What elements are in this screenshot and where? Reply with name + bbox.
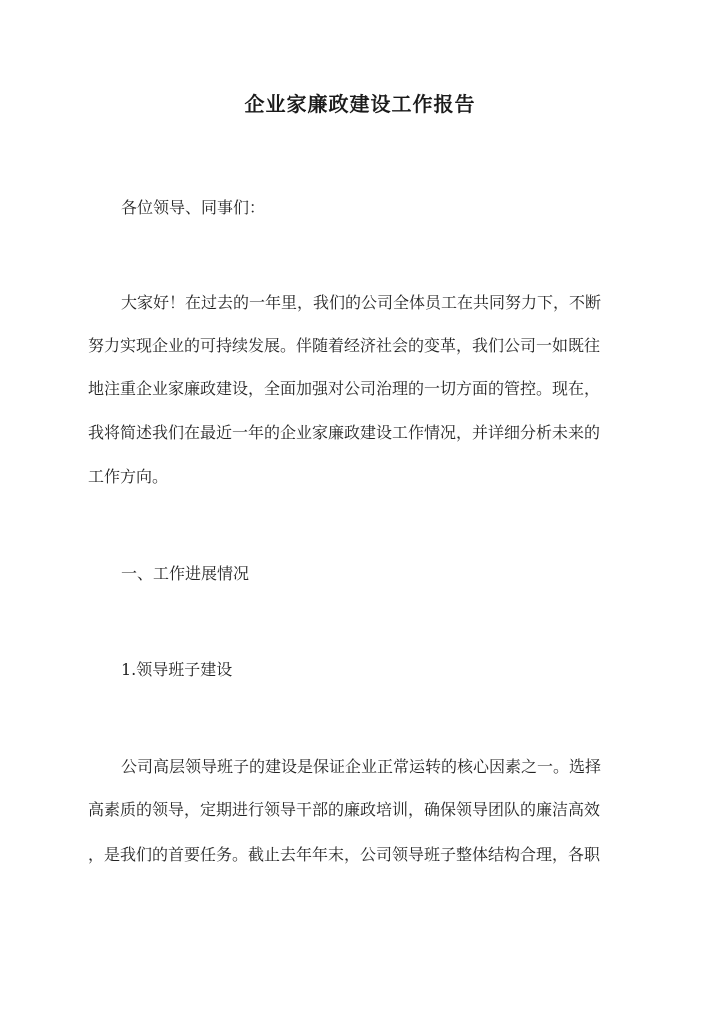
paragraph-2-line-2: 高素质的领导，定期进行领导干部的廉政培训，确保领导团队的廉洁高效 bbox=[88, 800, 601, 819]
paragraph-1-line-5: 工作方向。 bbox=[88, 467, 169, 486]
paragraph-1-line-2: 努力实现企业的可持续发展。伴随着经济社会的变革，我们公司一如既往 bbox=[88, 336, 601, 355]
paragraph-1-line-3: 地注重企业家廉政建设，全面加强对公司治理的一切方面的管控。现在， bbox=[88, 379, 601, 398]
paragraph-1-line-4: 我将简述我们在最近一年的企业家廉政建设工作情况，并详细分析未来的 bbox=[88, 423, 601, 442]
document-title: 企业家廉政建设工作报告 bbox=[244, 92, 476, 116]
subsection-1-heading: 1.领导班子建设 bbox=[121, 660, 233, 679]
paragraph-2-line-1: 公司高层领导班子的建设是保证企业正常运转的核心因素之一。选择 bbox=[121, 757, 602, 776]
salutation: 各位领导、同事们： bbox=[121, 198, 266, 217]
paragraph-2-line-3: ，是我们的首要任务。截止去年年末，公司领导班子整体结构合理，各职 bbox=[88, 845, 601, 864]
section-1-heading: 一、工作进展情况 bbox=[121, 564, 250, 583]
paragraph-1-line-1: 大家好！在过去的一年里，我们的公司全体员工在共同努力下，不断 bbox=[121, 293, 602, 312]
